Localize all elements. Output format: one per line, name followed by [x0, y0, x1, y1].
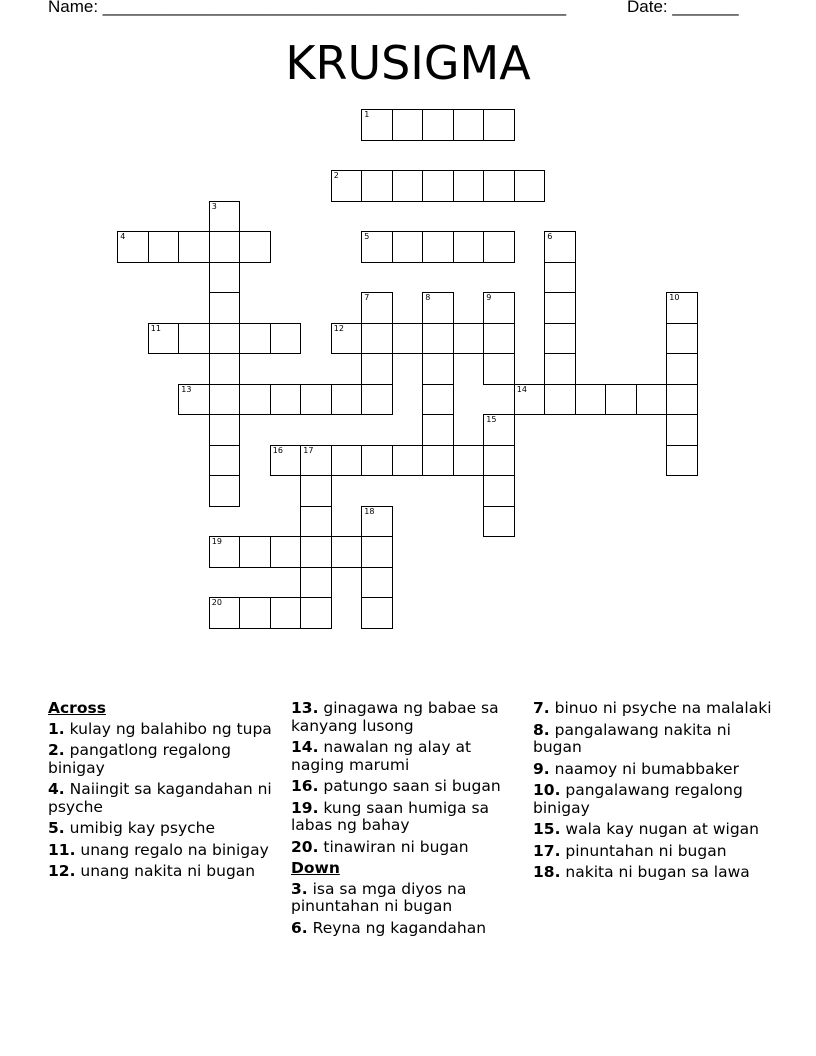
- grid-cell[interactable]: [483, 323, 515, 355]
- clue-number-label: 3.: [291, 879, 308, 898]
- grid-cell[interactable]: [422, 170, 454, 202]
- grid-cell[interactable]: [422, 414, 454, 446]
- clue-text: umibig kay psyche: [64, 819, 216, 837]
- clue-text: pangatlong regalong binigay: [48, 741, 231, 777]
- grid-cell[interactable]: [422, 292, 454, 324]
- grid-cell[interactable]: [453, 231, 485, 263]
- across-clue: [48, 721, 276, 739]
- grid-cell[interactable]: [636, 384, 668, 416]
- clue-text: unang nakita ni bugan: [75, 862, 256, 880]
- clue-number: 16: [272, 445, 283, 455]
- grid-cell[interactable]: [483, 231, 515, 263]
- across-clue: [291, 800, 521, 835]
- grid-cell[interactable]: [270, 597, 302, 629]
- clue-number-label: 11.: [48, 840, 76, 859]
- grid-cell[interactable]: [300, 475, 332, 507]
- down-clue: [291, 920, 521, 938]
- clue-number: 15: [486, 415, 497, 425]
- clue-text: pinuntahan ni bugan: [560, 841, 727, 860]
- clue-number-label: 20.: [291, 837, 319, 856]
- down-clue: [533, 761, 773, 779]
- clue-number-label: 9.: [533, 759, 550, 778]
- grid-cell[interactable]: [361, 231, 393, 263]
- clue-text: pangalawang nakita ni bugan: [533, 720, 731, 756]
- clue-number-label: 1.: [48, 719, 65, 738]
- across-clue: [48, 820, 276, 838]
- clue-number: 9: [486, 293, 492, 303]
- grid-cell[interactable]: [239, 231, 271, 263]
- grid-cell[interactable]: [422, 445, 454, 477]
- clues-column-1: [48, 700, 276, 885]
- grid-cell[interactable]: [422, 323, 454, 355]
- across-clue-list: [48, 721, 276, 881]
- clue-text: pangalawang regalong binigay: [533, 781, 743, 817]
- grid-cell[interactable]: [209, 231, 241, 263]
- grid-cell[interactable]: [392, 109, 424, 141]
- grid-cell[interactable]: [453, 323, 485, 355]
- across-clue: [48, 863, 276, 881]
- grid-cell[interactable]: [300, 536, 332, 568]
- clue-number: 2: [333, 171, 339, 181]
- grid-cell[interactable]: [361, 384, 393, 416]
- clue-number-label: 8.: [533, 720, 550, 739]
- grid-cell[interactable]: [483, 292, 515, 324]
- clue-number: 7: [364, 293, 370, 303]
- grid-cell[interactable]: [361, 536, 393, 568]
- grid-cell[interactable]: [270, 445, 302, 477]
- grid-cell[interactable]: [209, 536, 241, 568]
- across-clue: [48, 781, 276, 816]
- clue-number-label: 15.: [533, 820, 561, 838]
- grid-cell[interactable]: [331, 323, 363, 355]
- grid-cell[interactable]: [422, 384, 454, 416]
- grid-cell[interactable]: [483, 353, 515, 385]
- across-heading: Across: [48, 699, 106, 717]
- grid-cell[interactable]: [666, 445, 698, 477]
- clue-text: isa sa mga diyos na pinuntahan ni bugan: [291, 879, 467, 915]
- grid-cell[interactable]: [209, 597, 241, 629]
- grid-cell[interactable]: [361, 323, 393, 355]
- grid-cell[interactable]: [453, 170, 485, 202]
- page-title: KRUSIGMA: [285, 36, 531, 90]
- down-heading: Down: [291, 859, 340, 877]
- down-clue: [291, 881, 521, 916]
- grid-cell[interactable]: [209, 445, 241, 477]
- grid-cell[interactable]: [270, 536, 302, 568]
- across-clue: [48, 842, 276, 860]
- grid-cell[interactable]: [422, 109, 454, 141]
- clue-text: tinawiran ni bugan: [318, 837, 469, 856]
- grid-cell[interactable]: [514, 170, 546, 202]
- grid-cell[interactable]: [331, 384, 363, 416]
- grid-cell[interactable]: [178, 323, 210, 355]
- grid-cell[interactable]: [666, 353, 698, 385]
- grid-cell[interactable]: [483, 445, 515, 477]
- grid-cell[interactable]: [453, 445, 485, 477]
- grid-cell[interactable]: [331, 170, 363, 202]
- grid-cell[interactable]: [361, 567, 393, 599]
- across-clue: [48, 742, 276, 777]
- grid-cell[interactable]: [392, 170, 424, 202]
- down-clue: [533, 843, 773, 861]
- grid-cell[interactable]: [483, 475, 515, 507]
- clue-number: 20: [211, 598, 222, 608]
- grid-cell[interactable]: [239, 323, 271, 355]
- grid-cell[interactable]: [483, 109, 515, 141]
- clue-number: 8: [425, 293, 431, 303]
- grid-cell[interactable]: [117, 231, 149, 263]
- date-field: Date: _______: [627, 0, 739, 16]
- clue-number-label: 2.: [48, 741, 65, 759]
- grid-cell[interactable]: [209, 414, 241, 446]
- grid-cell[interactable]: [209, 201, 241, 233]
- grid-cell[interactable]: [666, 384, 698, 416]
- clue-text: ginagawa ng babae sa kanyang lusong: [291, 699, 499, 735]
- grid-cell[interactable]: [209, 292, 241, 324]
- clue-number: 3: [211, 201, 217, 211]
- clue-number-label: 13.: [291, 699, 319, 717]
- grid-cell[interactable]: [392, 445, 424, 477]
- clue-number: 6: [547, 232, 553, 242]
- down-clue: [533, 700, 773, 718]
- clue-number-label: 19.: [291, 798, 319, 817]
- clue-number: 5: [364, 232, 370, 242]
- grid-cell[interactable]: [239, 597, 271, 629]
- clue-text: naamoy ni bumabbaker: [549, 759, 739, 778]
- across-clue: [291, 700, 521, 735]
- down-clue-list-continued: [533, 700, 773, 882]
- down-clue-list: [291, 881, 521, 938]
- clue-number-label: 5.: [48, 819, 65, 837]
- grid-cell[interactable]: [666, 292, 698, 324]
- clue-number: 13: [181, 384, 192, 394]
- grid-cell[interactable]: [178, 231, 210, 263]
- grid-cell[interactable]: [544, 231, 576, 263]
- grid-cell[interactable]: [331, 536, 363, 568]
- grid-cell[interactable]: [178, 384, 210, 416]
- clue-number: 11: [150, 323, 161, 333]
- grid-cell[interactable]: [300, 567, 332, 599]
- grid-cell[interactable]: [666, 414, 698, 446]
- grid-cell[interactable]: [270, 384, 302, 416]
- grid-cell[interactable]: [209, 262, 241, 294]
- clue-number-label: 17.: [533, 841, 561, 860]
- grid-cell[interactable]: [422, 353, 454, 385]
- grid-cell[interactable]: [300, 597, 332, 629]
- grid-cell[interactable]: [209, 384, 241, 416]
- across-clue: [291, 778, 521, 796]
- clue-number-label: 6.: [291, 918, 308, 937]
- clues-column-3: [533, 700, 773, 886]
- grid-cell[interactable]: [148, 231, 180, 263]
- grid-cell[interactable]: [666, 323, 698, 355]
- grid-cell[interactable]: [392, 231, 424, 263]
- grid-cell[interactable]: [239, 536, 271, 568]
- clue-number: 18: [364, 506, 375, 516]
- clue-text: Naiingit sa kagandahan ni psyche: [48, 780, 272, 816]
- grid-cell[interactable]: [148, 323, 180, 355]
- clue-number: 19: [211, 537, 222, 547]
- grid-cell[interactable]: [209, 323, 241, 355]
- grid-cell[interactable]: [544, 292, 576, 324]
- clue-text: kulay ng balahibo ng tupa: [64, 719, 272, 738]
- grid-cell[interactable]: [483, 170, 515, 202]
- down-clue: [533, 864, 773, 882]
- grid-cell[interactable]: [270, 323, 302, 355]
- clue-number-label: 18.: [533, 863, 561, 881]
- grid-cell[interactable]: [300, 384, 332, 416]
- grid-cell[interactable]: [422, 231, 454, 263]
- grid-cell[interactable]: [361, 445, 393, 477]
- grid-cell[interactable]: [605, 384, 637, 416]
- clue-number: 10: [669, 293, 680, 303]
- clue-text: nawalan ng alay at naging marumi: [291, 738, 472, 774]
- grid-cell[interactable]: [209, 475, 241, 507]
- grid-cell[interactable]: [300, 506, 332, 538]
- grid-cell[interactable]: [361, 170, 393, 202]
- down-clue: [533, 782, 773, 817]
- grid-cell[interactable]: [209, 353, 241, 385]
- across-clue-list-continued: [291, 700, 521, 856]
- clue-number: 12: [333, 323, 344, 333]
- clue-text: binuo ni psyche na malalaki: [549, 699, 772, 717]
- clue-text: kung saan humiga sa labas ng bahay: [291, 798, 490, 834]
- clue-number-label: 14.: [291, 738, 319, 756]
- grid-cell[interactable]: [392, 323, 424, 355]
- clue-number-label: 12.: [48, 862, 76, 880]
- across-clue: [291, 739, 521, 774]
- clue-number-label: 10.: [533, 781, 561, 799]
- clue-number: 1: [364, 110, 370, 120]
- grid-cell[interactable]: [514, 384, 546, 416]
- clue-number: 4: [120, 232, 126, 242]
- grid-cell[interactable]: [361, 353, 393, 385]
- grid-cell[interactable]: [239, 384, 271, 416]
- clue-number-label: 7.: [533, 699, 550, 717]
- grid-cell[interactable]: [544, 353, 576, 385]
- grid-cell[interactable]: [361, 109, 393, 141]
- grid-cell[interactable]: [361, 506, 393, 538]
- grid-cell[interactable]: [331, 445, 363, 477]
- clue-text: Reyna ng kagandahan: [307, 918, 487, 937]
- across-clue: [291, 839, 521, 857]
- clue-text: nakita ni bugan sa lawa: [560, 863, 750, 881]
- clue-number: 17: [303, 445, 314, 455]
- grid-cell[interactable]: [361, 597, 393, 629]
- grid-cell[interactable]: [300, 445, 332, 477]
- grid-cell[interactable]: [544, 384, 576, 416]
- grid-cell[interactable]: [544, 323, 576, 355]
- clue-number-label: 4.: [48, 780, 65, 798]
- clue-text: patungo saan si bugan: [318, 777, 501, 795]
- clues-column-2: [291, 700, 521, 941]
- grid-cell[interactable]: [483, 414, 515, 446]
- grid-cell[interactable]: [361, 292, 393, 324]
- clue-number-label: 16.: [291, 777, 319, 795]
- grid-cell[interactable]: [544, 262, 576, 294]
- clue-text: unang regalo na binigay: [75, 840, 269, 859]
- grid-cell[interactable]: [453, 109, 485, 141]
- clue-text: wala kay nugan at wigan: [560, 820, 759, 838]
- clue-number: 14: [516, 384, 527, 394]
- down-clue: [533, 821, 773, 839]
- grid-cell[interactable]: [483, 506, 515, 538]
- grid-cell[interactable]: [575, 384, 607, 416]
- name-field: Name: _________________________________________________: [48, 0, 567, 16]
- down-clue: [533, 722, 773, 757]
